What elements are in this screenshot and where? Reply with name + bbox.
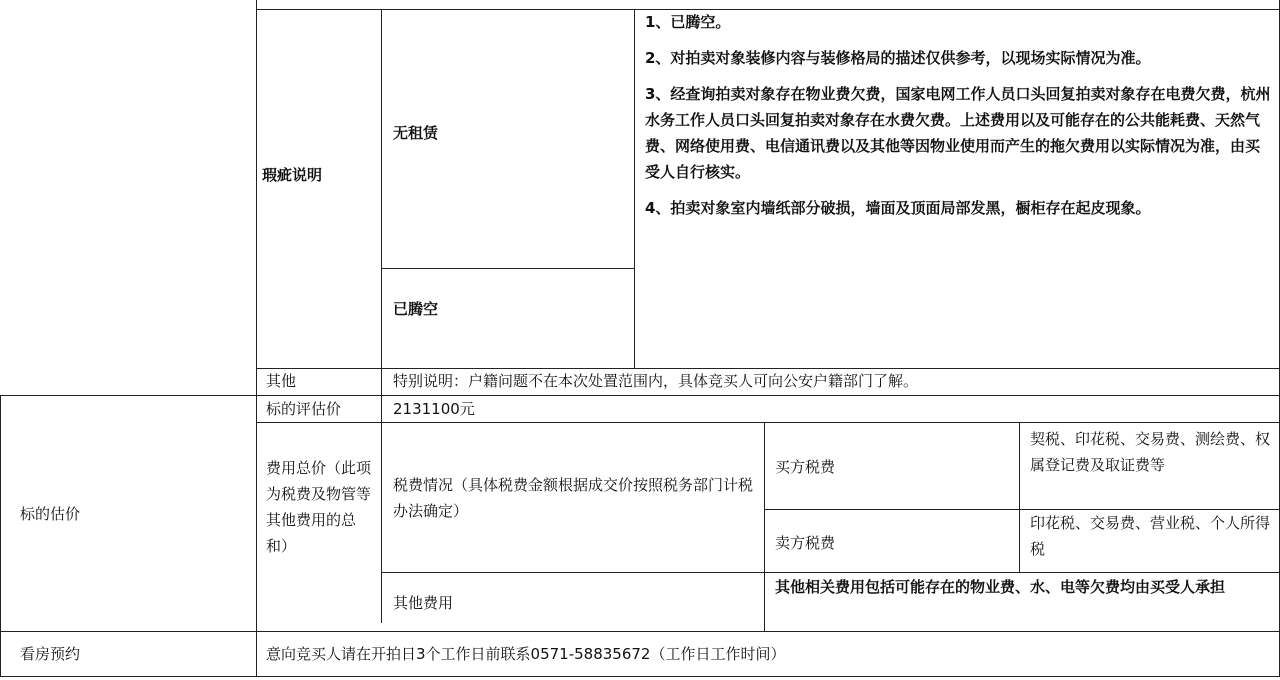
appraisal-value: 2131100元 — [393, 400, 475, 418]
seller-tax-label: 卖方税费 — [775, 534, 836, 552]
defect-note-4: 4、拍卖对象室内墙纸部分破损，墙面及顶面局部发黑，橱柜存在起皮现象。 — [645, 199, 1151, 217]
rule-col1 — [256, 0, 257, 677]
rule-col3 — [634, 9, 635, 368]
defect-notes — [645, 9, 1273, 231]
valuation-label: 标的估价 — [20, 505, 81, 523]
rule-viewing — [0, 631, 1279, 632]
other-fees-label: 其他费用 — [393, 594, 454, 612]
vacancy-status: 已腾空 — [393, 300, 439, 318]
lease-status: 无租赁 — [393, 124, 439, 142]
seller-tax-items: 印花税、交易费、营业税、个人所得税 — [1030, 514, 1271, 558]
viewing-label: 看房预约 — [20, 645, 81, 663]
buyer-tax-items: 契税、印花税、交易费、测绘费、权属登记费及取证费等 — [1030, 430, 1271, 474]
other-label: 其他 — [266, 372, 297, 390]
other-text: 特别说明：户籍问题不在本次处置范围内，具体竞买人可向公安户籍部门了解。 — [393, 372, 919, 390]
rule-tax-other — [381, 572, 1279, 573]
rule-appraisal — [256, 422, 1279, 423]
other-fees-text: 其他相关费用包括可能存在的物业费、水、电等欠费均由买受人承担 — [775, 578, 1226, 596]
rule-col2 — [381, 9, 382, 623]
defect-note-2: 2、对拍卖对象装修内容与装修格局的描述仅供参考，以现场实际情况为准。 — [645, 49, 1151, 67]
rule-col5 — [1019, 422, 1020, 572]
buyer-tax-label: 买方税费 — [775, 458, 836, 476]
tax-label: 税费情况（具体税费金额根据成交价按照税务部门计税办法确定） — [393, 476, 754, 520]
viewing-text: 意向竞买人请在开拍日3个工作日前联系0571-58835672（工作日工作时间） — [266, 645, 786, 663]
rule-left — [0, 395, 1, 677]
defect-note-1: 1、已腾空。 — [645, 13, 731, 31]
rule-bottom — [0, 676, 1279, 677]
defect-label: 瑕疵说明 — [262, 166, 323, 184]
rule-mid-lease — [381, 268, 634, 269]
appraisal-label: 标的评估价 — [266, 400, 342, 418]
rule-col4 — [764, 422, 765, 631]
total-fee-label: 费用总价（此项为税费及物管等其他费用的总和） — [266, 459, 372, 555]
defect-note-3: 3、经查询拍卖对象存在物业费欠费，国家电网工作人员口头回复拍卖对象存在电费欠费，杭州水务工作人员口头回复拍卖对象存在水费欠费。上述费用以及可能存在的公共能耗费、天然气费、网络使用费、电信通讯费以及其他等因物业使用而产生的拖欠费用以实际情况为准，由买受人自行核实。 — [645, 85, 1271, 181]
